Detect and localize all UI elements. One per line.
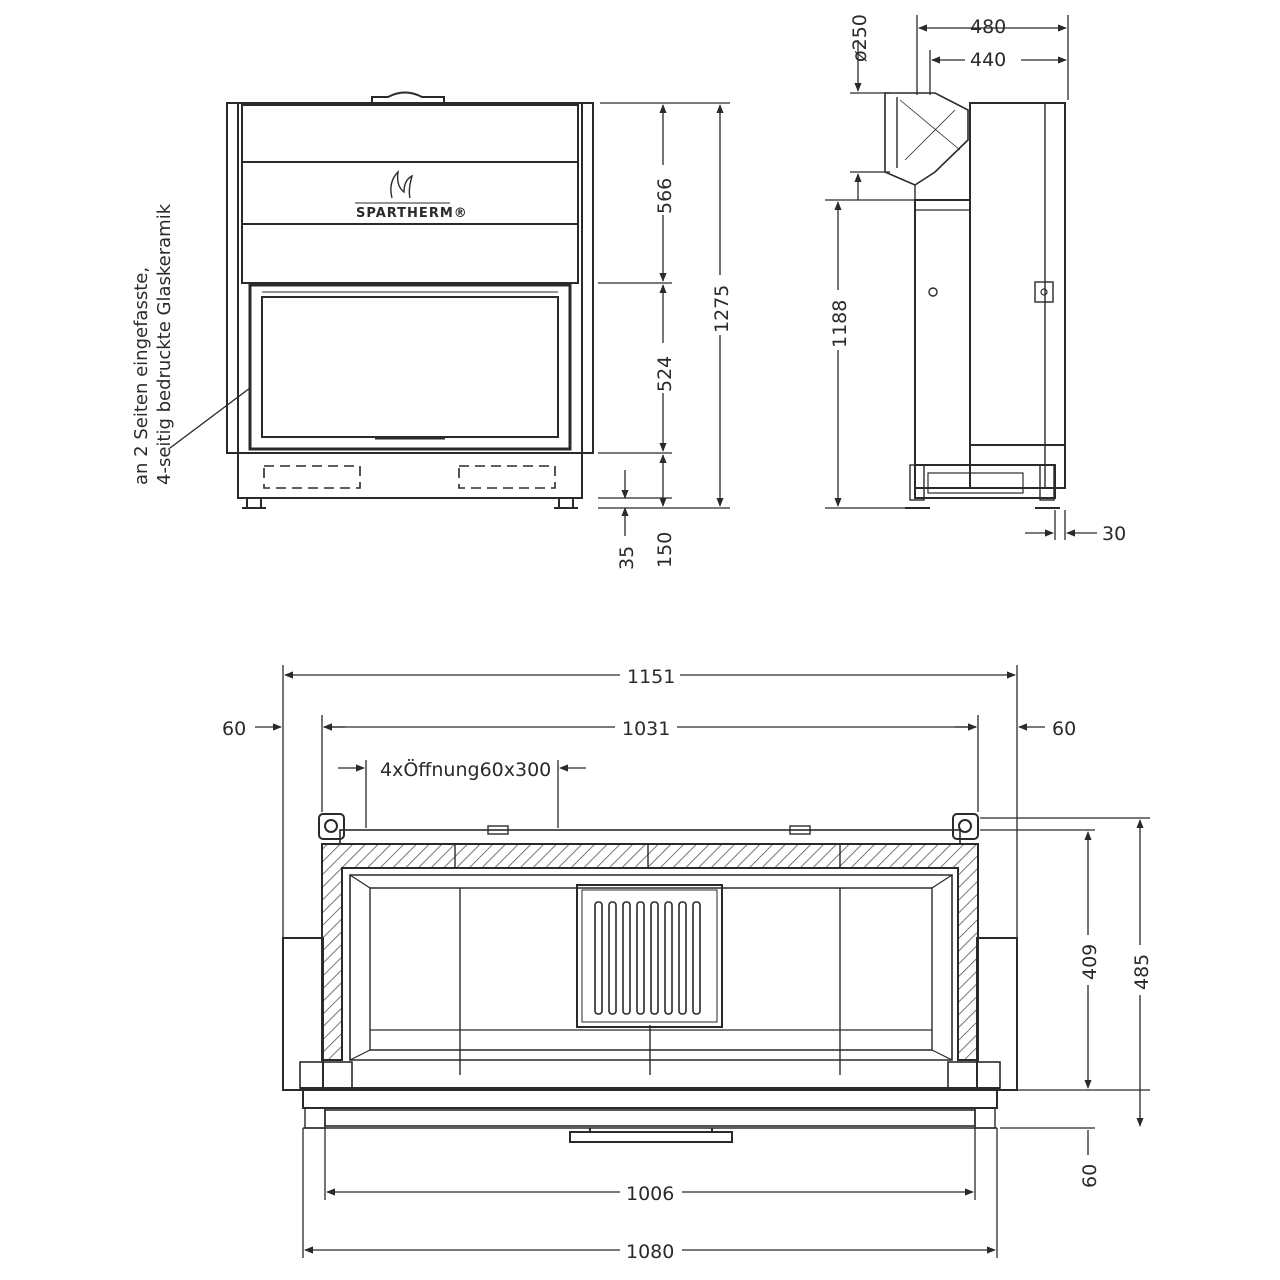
brand-logo-text: SPARTHERM®	[356, 206, 468, 221]
dim-150: 150	[654, 531, 676, 568]
plan-view	[283, 814, 1017, 1090]
door-handle	[570, 1132, 732, 1142]
front-base	[238, 453, 582, 498]
dim-60-left: 60	[222, 718, 247, 740]
front-view	[170, 93, 593, 509]
foot-right	[559, 498, 573, 508]
side-lower-chamber	[915, 200, 970, 488]
dim-485: 485	[1131, 953, 1153, 990]
dim-1275: 1275	[711, 284, 733, 333]
plan-dimensions	[255, 665, 1150, 1258]
dim-1151: 1151	[627, 666, 676, 688]
dim-440: 440	[970, 49, 1007, 71]
dim-566: 566	[654, 177, 676, 214]
dim-1006: 1006	[626, 1183, 675, 1205]
dim-30: 30	[1102, 523, 1127, 545]
side-dimensions	[825, 15, 1097, 540]
glass-note-line1: an 2 Seiten eingefasste,	[131, 266, 152, 485]
dim-60-front: 60	[1079, 1163, 1101, 1188]
front-logo	[355, 172, 468, 221]
dim-flue-diameter: ø250	[849, 14, 871, 62]
dim-1188: 1188	[829, 299, 851, 348]
side-box-left	[283, 938, 323, 1090]
dim-480: 480	[970, 16, 1007, 38]
dim-1080: 1080	[626, 1241, 675, 1263]
side-body	[970, 103, 1065, 488]
dim-35: 35	[616, 545, 638, 570]
glass-note-line2: 4-seitig bedruckte Glaskeramik	[154, 203, 175, 485]
side-view	[885, 93, 1065, 508]
foot-left	[247, 498, 261, 508]
side-control	[1035, 282, 1053, 302]
openings-note: 4xÖffnung60x300	[380, 759, 552, 781]
grate-bars	[595, 902, 700, 1014]
corner-bolt-tr	[953, 814, 978, 839]
dim-60-right: 60	[1052, 718, 1077, 740]
lifting-handle	[372, 93, 444, 104]
glass-door-frame	[250, 285, 570, 449]
dim-409: 409	[1079, 943, 1101, 980]
flame-icon	[391, 172, 412, 198]
dim-524: 524	[654, 355, 676, 392]
side-box-right	[977, 938, 1017, 1090]
glass-pane	[262, 297, 558, 437]
front-outer-frame	[227, 103, 593, 453]
front-frame	[303, 1090, 997, 1108]
dim-1031: 1031	[622, 718, 671, 740]
